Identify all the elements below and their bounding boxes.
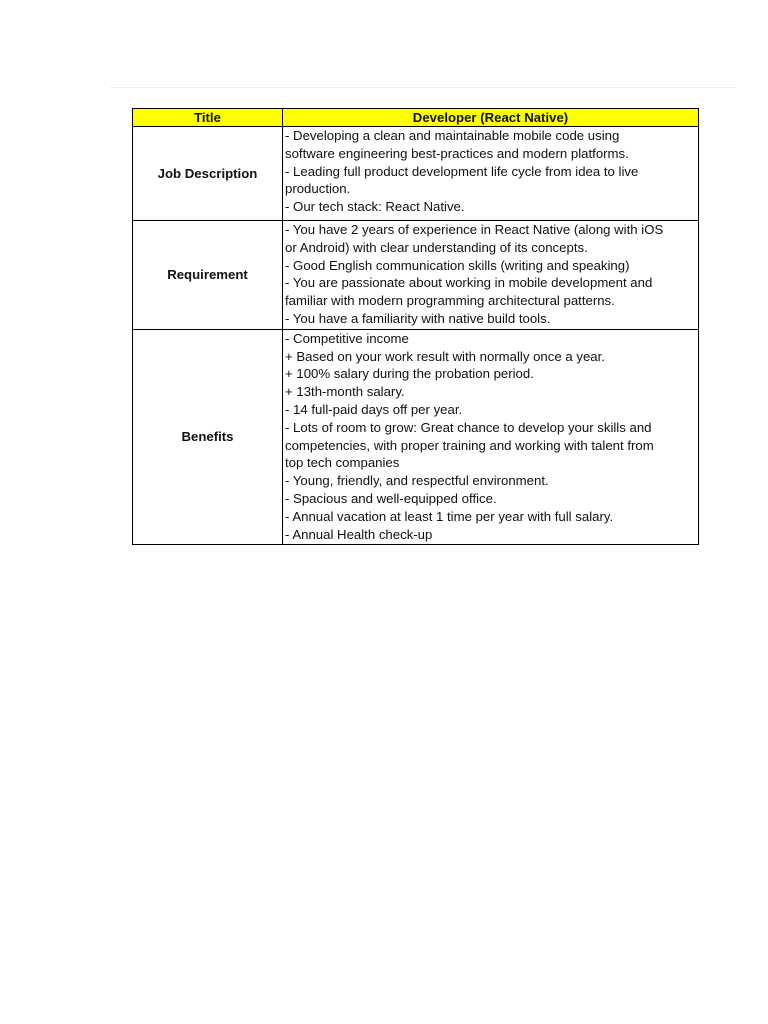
content-line: + Based on your work result with normally once a year.	[285, 348, 605, 364]
content-line: - Good English communication skills (writing and speaking)	[285, 257, 630, 273]
content-line: software engineering best-practices and modern platforms.	[285, 145, 629, 161]
content-line: - Competitive income	[285, 330, 409, 346]
row-content-benefits	[283, 329, 699, 545]
table-header-row	[133, 109, 699, 127]
content-line: - You have a familiarity with native build tools.	[285, 310, 551, 326]
header-position-title: Developer (React Native)	[283, 109, 699, 127]
row-label-requirement: Requirement	[133, 221, 283, 330]
table-row-job-description	[133, 127, 699, 221]
header-title-label: Title	[133, 109, 283, 127]
content-line: production.	[285, 181, 351, 197]
row-content-job-description	[283, 127, 699, 221]
row-content-requirement	[283, 221, 699, 330]
content-line: - Spacious and well-equipped office.	[285, 490, 497, 506]
content-line: - Annual Health check-up	[285, 526, 433, 542]
content-line: - Our tech stack: React Native.	[285, 199, 465, 215]
content-line: - Lots of room to grow: Great chance to develop your skills and	[285, 419, 652, 435]
page-divider	[110, 87, 736, 88]
table-row-benefits	[133, 329, 699, 545]
content-line: - Young, friendly, and respectful environment.	[285, 473, 549, 489]
content-line: - Leading full product development life cycle from idea to live	[285, 163, 639, 179]
table-row-requirement	[133, 221, 699, 330]
content-line: familiar with modern programming architectural patterns.	[285, 293, 615, 309]
content-line: - Developing a clean and maintainable mobile code using	[285, 128, 620, 143]
content-line: - Annual vacation at least 1 time per year with full salary.	[285, 508, 614, 524]
row-label-job-description: Job Description	[133, 127, 283, 221]
row-label-benefits: Benefits	[133, 329, 283, 545]
content-line: + 13th-month salary.	[285, 384, 405, 400]
job-posting-table	[132, 108, 699, 545]
content-line: - 14 full-paid days off per year.	[285, 401, 463, 417]
content-line: competencies, with proper training and working with talent from	[285, 437, 654, 453]
content-line: - You have 2 years of experience in React Native (along with iOS	[285, 222, 664, 237]
content-line: - You are passionate about working in mobile development and	[285, 275, 653, 291]
content-line: + 100% salary during the probation period.	[285, 366, 534, 382]
content-line: top tech companies	[285, 455, 400, 471]
content-line: or Android) with clear understanding of its concepts.	[285, 239, 588, 255]
